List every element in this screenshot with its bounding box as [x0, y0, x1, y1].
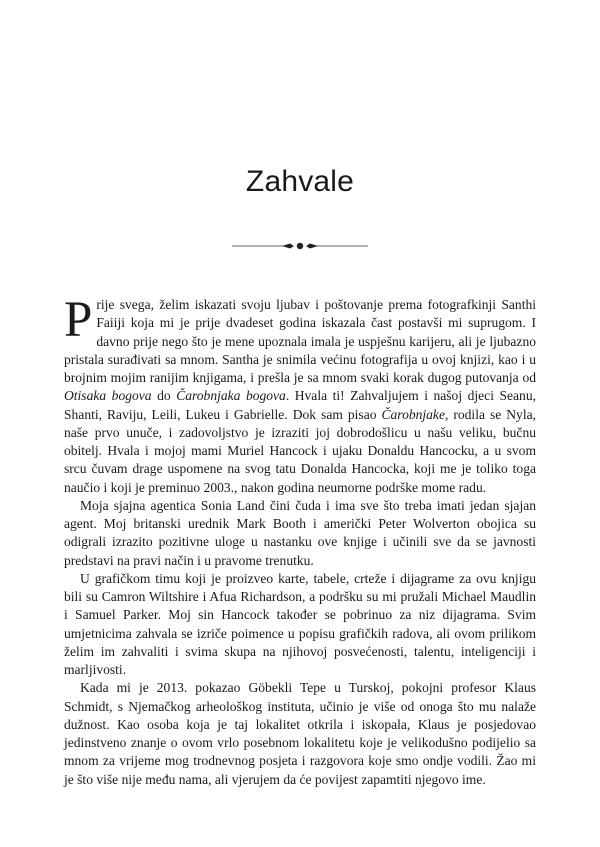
- chapter-title: Zahvale: [245, 165, 355, 198]
- ornament-divider-icon: [232, 240, 368, 252]
- book-title-otisci: Otisaka bogova: [64, 388, 152, 404]
- paragraph-1-text-a: rije svega, želim iskazati svoju ljubav i poštovanje prema fotografkinji Santhi Faiiji koja mi je prije dvadeset godina iskazala čast postavši mi suprugom. I davno prije nego što je mene upoznala imala je uspješnu karijeru, ali je ljubazno pristala surađivati sa mnom. Santha je snimila većinu fotografija u ovoj knjizi, kao i u brojnim mojim ranijim knjigama, i prešla je sa mnom svaki korak dugog putovanja od: [64, 297, 536, 385]
- paragraph-1-text-d: , rodila se Nyla, naše prvo unuče, i zadovoljstvo je izraziti joj dobrodošlicu u našu veliku, bučnu obitelj. Hvala i mojoj mami Muriel Hancock i ujaku Donaldu Hancocku, a u svom srcu čuvam drage uspomene na svog tatu Donalda Hancocka, koji me je toliko toga naučio i koji je preminuo 2003., nakon godina neumorne podrške mome radu.: [64, 406, 536, 495]
- paragraph-1-text-b: do: [151, 388, 177, 404]
- paragraph-1: [64, 292, 536, 497]
- book-title-carobnjake: Čarobnjake: [381, 406, 445, 422]
- drop-cap: P: [64, 292, 93, 348]
- paragraph-3: U grafičkom timu koji je proizveo karte, tabele, crteže i dijagrame za ovu knjigu bili su Camron Wiltshire i Afua Richardson, a podršku su mi pružali Michael Maudlin i Samuel Parker. Moj sin Hancock također se pobrinuo za niz dijagrama. Svim umjetnicima zahvala se izriče poimence u popisu grafičkih radova, ali ovom prilikom želim im zahvaliti i svima skupa na njihovoj posvećenosti, talentu, inteligenciji i marljivosti.: [64, 570, 536, 677]
- paragraph-2: Moja sjajna agentica Sonia Land čini čuda i ima sve što treba imati jedan sjajan agent. Moj britanski urednik Mark Booth i američki Peter Wolverton obojica su odigrali izrazito pozitivne uloge u nastanku ove knjige i učinili sve da se javnosti predstavi na pravi način i u pravome trenutku.: [64, 497, 536, 568]
- acknowledgements-text: [64, 292, 536, 789]
- paragraph-4: Kada mi je 2013. pokazao Göbekli Tepe u Turskoj, pokojni profesor Klaus Schmidt, s Njemačkog arheološkog instituta, učinio je više od onoga što mu nalaže dužnost. Kao osoba koja je taj lokalitet otkrila i iskopala, Klaus je posjedovao jedinstveno znanje o ovom vrlo posebnom lokalitetu koje je velikodušno podijelio sa mnom za vrijeme mog trodnevnog posjeta i razgovora koje smo ondje vodili. Žao mi je što više nije među nama, ali vjerujem da će povijest zapamtiti njegovo ime.: [64, 680, 536, 787]
- paragraph-1-text-c: . Hvala ti! Zahvaljujem i našoj djeci Seanu, Shanti, Raviju, Leili, Lukeu i Gabrielle. Dok sam pisao: [64, 388, 536, 422]
- book-title-carobnjaci: Čarobnjaka bogova: [176, 388, 286, 404]
